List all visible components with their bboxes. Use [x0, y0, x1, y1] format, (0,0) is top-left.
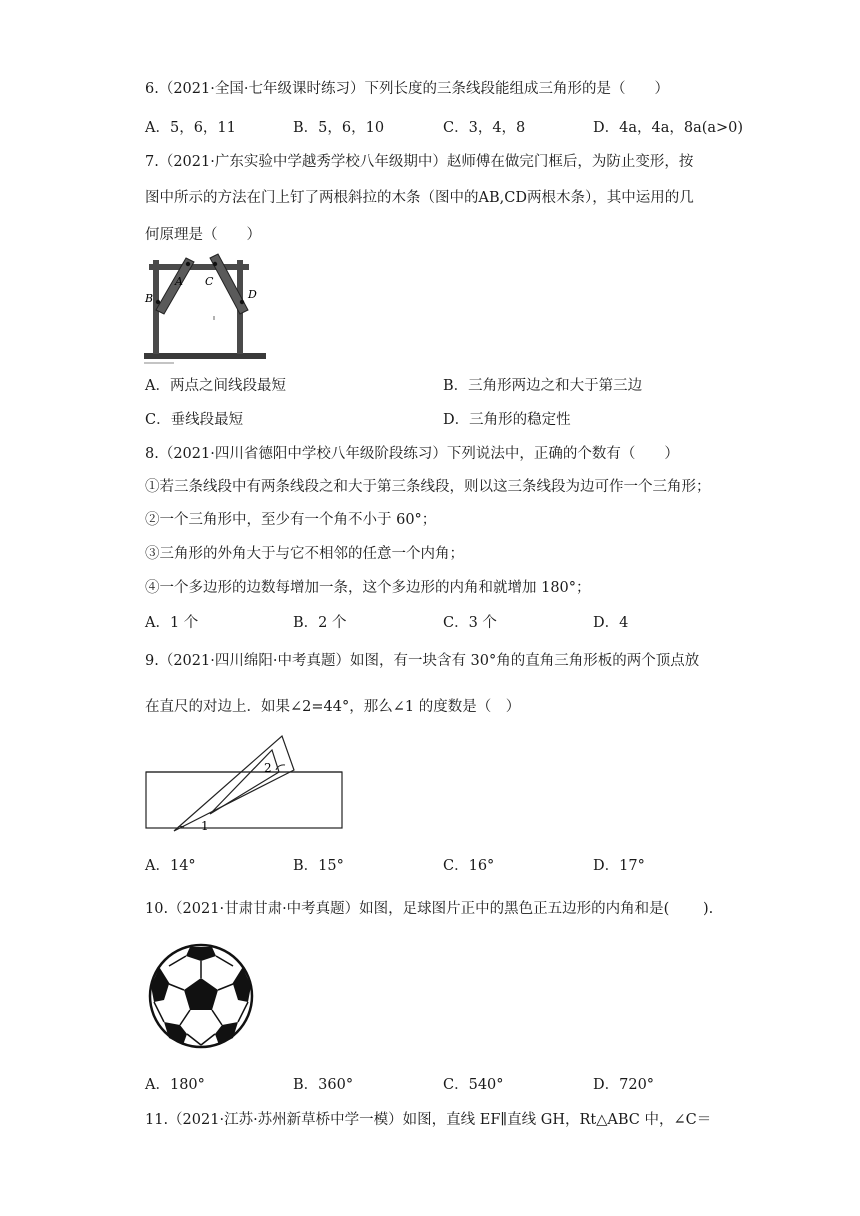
q8-statement-3: ③三角形的外角大于与它不相邻的任意一个内角；	[145, 546, 464, 562]
q7-option-b: B．三角形两边之和大于第三边	[443, 378, 643, 394]
ruler-triangle-figure	[144, 734, 348, 834]
q10-option-b: B．360°	[293, 1077, 354, 1093]
q8-statement-4: ④一个多边形的边数每增加一条，这个多边形的内角和就增加 180°；	[145, 580, 591, 596]
q7-stem-line2: 图中所示的方法在门上钉了两根斜拉的木条（图中的AB,CD两根木条），其中运用的几	[145, 190, 694, 206]
angle-1-label: 1	[201, 819, 209, 833]
fig-label-c: C	[205, 275, 214, 288]
q8-stem: 8.（2021·四川省德阳中学校八年级阶段练习）下列说法中，正确的个数有（ ）	[145, 446, 679, 462]
fig-label-a: A	[175, 275, 183, 288]
q6-option-a: A．5，6，11	[145, 120, 236, 136]
fig-label-d: D	[248, 288, 257, 301]
q8-option-a: A．1 个	[145, 615, 199, 631]
q9-option-a: A．14°	[145, 858, 196, 874]
q9-option-c: C．16°	[443, 858, 495, 874]
q10-option-d: D．720°	[593, 1077, 655, 1093]
q8-statement-1: ①若三条线段中有两条线段之和大于第三条线段，则以这三条线段为边可作一个三角形；	[145, 479, 711, 495]
q9-stem-line2: 在直尺的对边上．如果∠2=44°，那么∠1 的度数是（ ）	[145, 699, 521, 715]
q8-option-b: B．2 个	[293, 615, 347, 631]
q7-option-d: D．三角形的稳定性	[443, 412, 571, 428]
q6-option-c: C．3，4，8	[443, 120, 526, 136]
q9-stem-line1: 9.（2021·四川绵阳·中考真题）如图，有一块含有 30°角的直角三角形板的两个顶点放	[145, 653, 700, 669]
q10-stem: 10.（2021·甘肃甘肃·中考真题）如图，足球图片正中的黑色正五边形的内角和是( ).	[145, 901, 714, 917]
q10-option-a: A．180°	[145, 1077, 205, 1093]
q6-option-b: B．5，6，10	[293, 120, 385, 136]
q9-option-b: B．15°	[293, 858, 344, 874]
q6-stem: 6.（2021·全国·七年级课时练习）下列长度的三条线段能组成三角形的是（ ）	[145, 81, 669, 97]
q11-stem: 11.（2021·江苏·苏州新草桥中学一模）如图，直线 EF∥直线 GH，Rt△ABC 中，∠C＝	[145, 1112, 712, 1128]
q7-stem-line3: 何原理是（ ）	[145, 227, 261, 243]
q6-option-d: D．4a，4a，8a(a>0)	[593, 120, 744, 136]
q8-statement-2: ②一个三角形中，至少有一个角不小于 60°；	[145, 512, 437, 528]
door-frame-figure	[144, 252, 270, 370]
angle-2-label: 2	[264, 761, 272, 775]
q7-stem-line1: 7.（2021·广东实验中学越秀学校八年级期中）赵师傅在做完门框后，为防止变形，按	[145, 154, 694, 170]
q10-option-c: C．540°	[443, 1077, 504, 1093]
q9-option-d: D．17°	[593, 858, 645, 874]
fig-label-b: B	[145, 292, 154, 305]
q8-option-d: D．4	[593, 615, 629, 631]
q7-option-c: C．垂线段最短	[145, 412, 244, 428]
q7-option-a: A．两点之间线段最短	[145, 378, 286, 394]
soccer-ball-figure	[147, 942, 255, 1052]
q8-option-c: C．3 个	[443, 615, 497, 631]
